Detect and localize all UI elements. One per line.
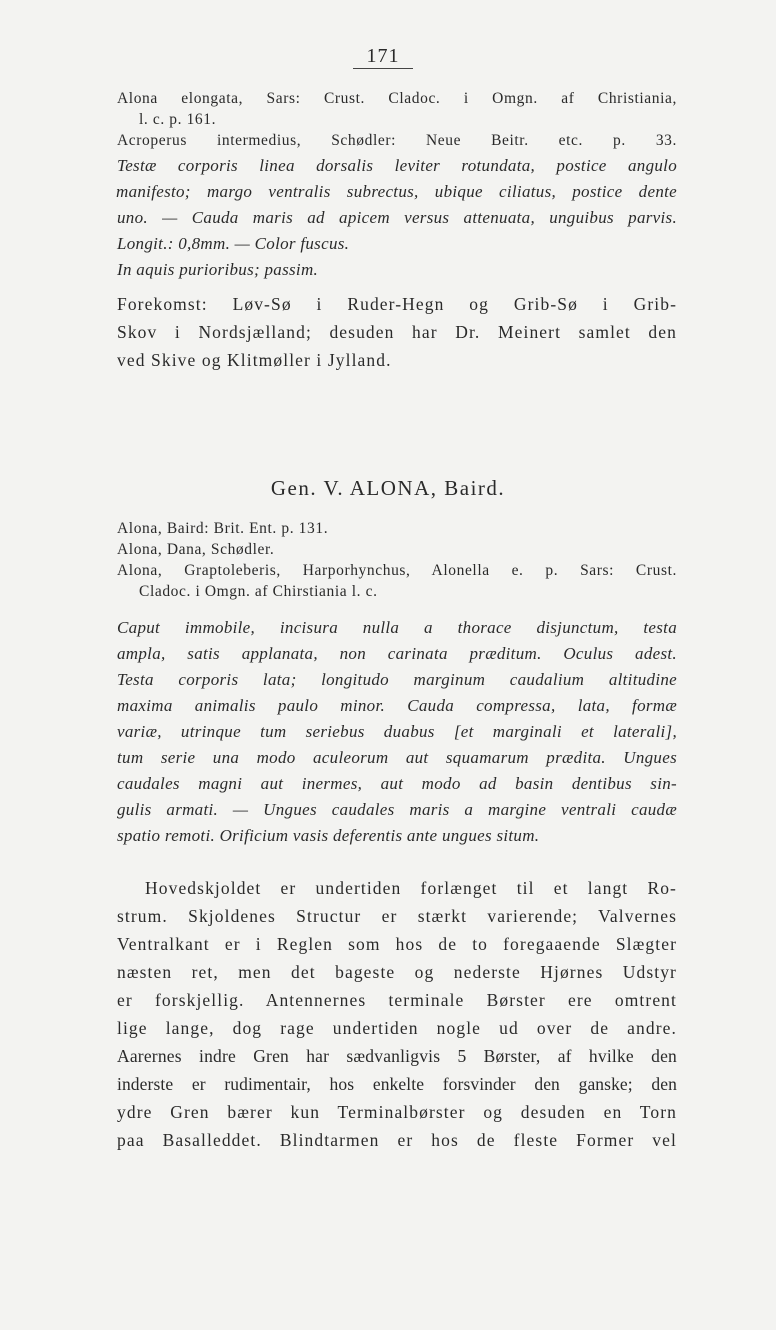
description-line: ydre Gren bærer kun Terminalbørster og desuden en Torn <box>117 1102 677 1122</box>
diagnosis-line: tum serie una modo aculeorum aut squamarum prædita. Ungues <box>117 748 677 767</box>
synonym-line: l. c. p. 161. <box>139 111 217 128</box>
diagnosis-line: Testa corporis lata; longitudo marginum caudalium altitudine <box>117 670 677 689</box>
synonym-line: Acroperus intermedius, Schødler: Neue Beitr. etc. p. 33. <box>117 132 677 149</box>
occurrence-line: ved Skive og Klitmøller i Jylland. <box>117 350 392 370</box>
description-line: lige lange, dog rage undertiden nogle ud over de andre. <box>117 1018 677 1038</box>
description-line: inderste er rudimentair, hos enkelte forsvinder den ganske; den <box>117 1074 677 1094</box>
synonymy-alona-genus <box>117 518 677 602</box>
diagnosis-line: manifesto; margo ventralis subrectus, ubique ciliatus, postice dente <box>116 182 677 201</box>
diagnosis-alona-genus <box>117 615 677 849</box>
genus-description <box>117 874 677 1154</box>
description-line: Ventralkant er i Reglen som hos de to foregaaende Slægter <box>117 934 677 954</box>
diagnosis-line: Testæ corporis linea dorsalis leviter rotundata, postice angulo <box>117 156 677 175</box>
diagnosis-alona-elongata <box>117 153 677 283</box>
description-line: Hovedskjoldet er undertiden forlænget til et langt Ro- <box>145 878 677 898</box>
diagnosis-line: Caput immobile, incisura nulla a thorace disjunctum, testa <box>117 618 677 637</box>
occurrence-line: Skov i Nordsjælland; desuden har Dr. Meinert samlet den <box>117 322 677 342</box>
diagnosis-line: caudales magni aut inermes, aut modo ad basin dentibus sin- <box>117 774 677 793</box>
diagnosis-line: ampla, satis applanata, non carinata præditum. Oculus adest. <box>117 644 677 663</box>
genus-heading: Gen. V. ALONA, Baird. <box>270 476 506 500</box>
description-line: strum. Skjoldenes Structur er stærkt varierende; Valvernes <box>117 906 677 926</box>
diagnosis-line: Longit.: 0,8mm. — Color fuscus. <box>117 234 350 253</box>
synonym-line: Alona, Baird: Brit. Ent. p. 131. <box>117 520 329 537</box>
diagnosis-line: In aquis purioribus; passim. <box>117 260 319 279</box>
synonym-line: Alona, Dana, Schødler. <box>117 541 275 558</box>
occurrence-line: Forekomst: Løv-Sø i Ruder-Hegn og Grib-Sø i Grib- <box>117 294 677 314</box>
synonym-line: Alona, Graptoleberis, Harporhynchus, Alonella e. p. Sars: Crust. <box>117 562 677 579</box>
synonymy-alona-elongata <box>117 88 677 151</box>
diagnosis-line: spatio remoti. Orificium vasis deferentis ante ungues situm. <box>117 826 540 845</box>
diagnosis-line: maxima animalis paulo minor. Cauda compressa, lata, formæ <box>117 696 677 715</box>
page-number: 171 <box>353 46 413 69</box>
diagnosis-line: gulis armati. — Ungues caudales maris a margine ventrali caudæ <box>117 800 677 819</box>
diagnosis-line: uno. — Cauda maris ad apicem versus attenuata, unguibus parvis. <box>117 208 677 227</box>
description-line: Aarernes indre Gren har sædvanligvis 5 Børster, af hvilke den <box>117 1046 677 1066</box>
diagnosis-line: variæ, utrinque tum seriebus duabus [et marginali et laterali], <box>117 722 677 741</box>
description-line: er forskjellig. Antennernes terminale Børster ere omtrent <box>117 990 677 1010</box>
description-line: næsten ret, men det bageste og nederste Hjørnes Udstyr <box>117 962 677 982</box>
synonym-line: Cladoc. i Omgn. af Chirstiania l. c. <box>139 583 378 600</box>
synonym-line: Alona elongata, Sars: Crust. Cladoc. i Omgn. af Christiania, <box>117 90 677 107</box>
description-line: paa Basalleddet. Blindtarmen er hos de fleste Former vel <box>117 1130 677 1150</box>
occurrence-paragraph <box>117 290 677 374</box>
